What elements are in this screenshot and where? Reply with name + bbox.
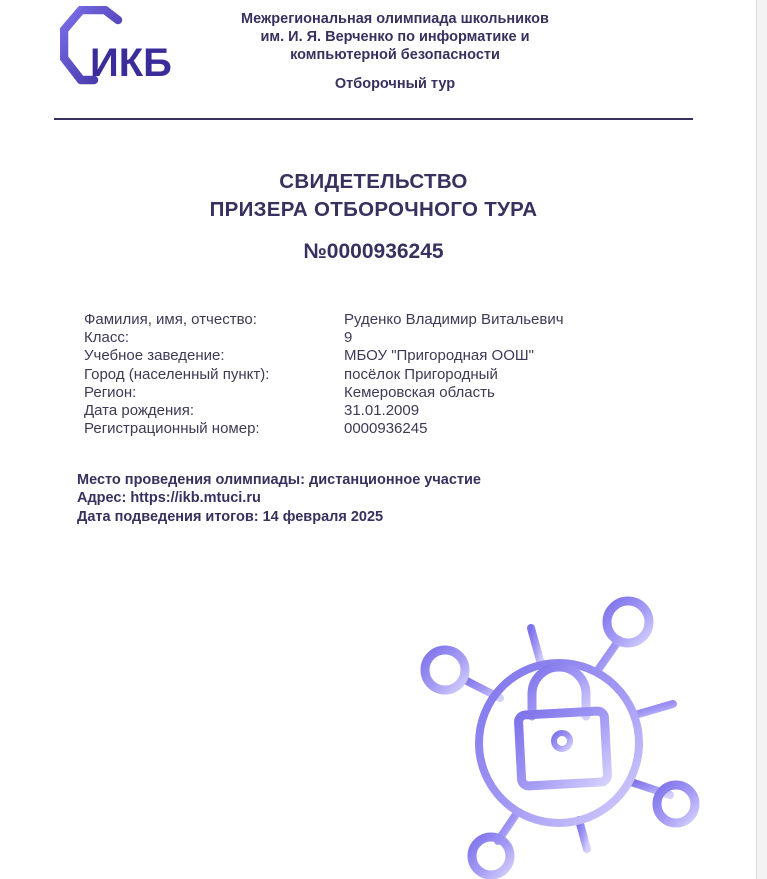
registration-number-label: Регистрационный номер: [84,420,260,438]
certificate-title: СВИДЕТЕЛЬСТВО [279,170,468,193]
grade-value: 9 [344,329,353,347]
full-name-value: Руденко Владимир Витальевич [344,311,564,328]
region-value: Кемеровская область [344,383,495,401]
organizer-line: компьютерной безопасности [290,47,500,63]
certificate-subtitle: ПРИЗЕРА ОТБОРОЧНОГО ТУРА [209,198,538,221]
organizer-name [205,10,585,64]
organizer-line: Межрегиональная олимпиада школьников [241,11,549,27]
birth-date-value: 31.01.2009 [344,401,420,419]
city-value: посёлок Пригородный [344,365,498,383]
round-name: Отборочный тур [334,76,456,92]
organizer-line: им. И. Я. Верченко по информатике и [260,29,530,45]
certificate-number: №0000936245 [303,240,444,263]
region-label: Регион: [84,383,137,401]
city-label: Город (населенный пункт): [84,365,270,383]
school-value: МБОУ "Пригородная ООШ" [344,347,534,365]
olympiad-details [77,471,481,526]
address-text: Адрес: https://ikb.mtuci.ru [77,490,261,507]
birth-date-label: Дата рождения: [84,401,194,419]
grade-label: Класс: [84,329,129,347]
network-lock-icon [412,592,712,879]
results-date-text: Дата подведения итогов: 14 февраля 2025 [77,508,384,525]
logo-text: ИКБ [90,41,172,85]
school-label: Учебное заведение: [84,347,225,365]
ikb-logo [60,6,190,88]
header-divider [54,118,693,120]
registration-number-value: 0000936245 [344,420,428,438]
venue-text: Место проведения олимпиады: дистанционное участие [77,472,481,488]
full-name-label: Фамилия, имя, отчество: [84,311,257,328]
